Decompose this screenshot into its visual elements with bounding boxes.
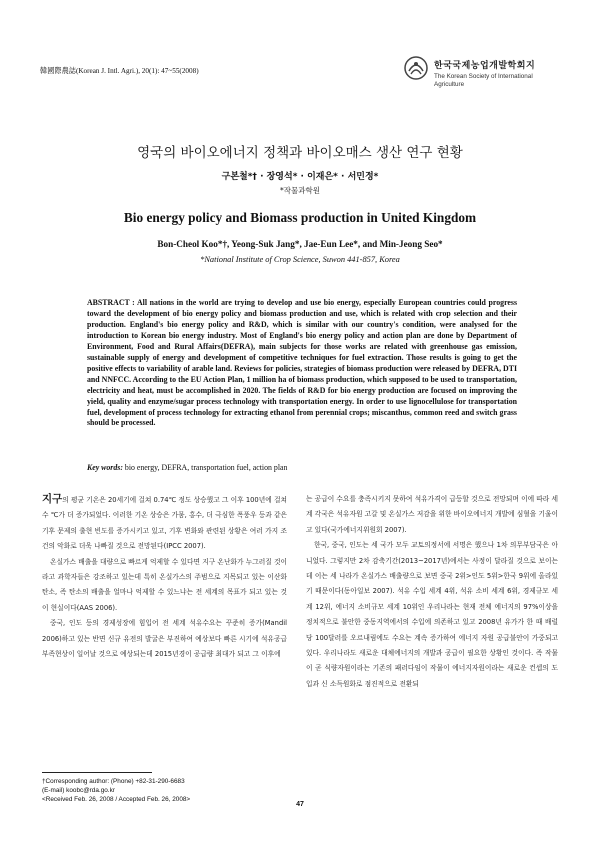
paragraph: 는 공급이 수요를 충족시키지 못하여 석유가격이 급등할 것으로 전망되며 이에 따라 세계 각국은 석유자원 고갈 및 온실가스 저감을 위한 바이오에너지 개발에 심혈을 기울이고 있다(국가에너지위원회 2007). xyxy=(306,495,558,534)
footnote-received: <Received Feb. 26, 2008 / Accepted Feb. 26, 2008> xyxy=(42,796,191,804)
footnote-divider xyxy=(42,772,152,773)
abstract xyxy=(87,298,517,429)
society-name-english-line2: Agriculture xyxy=(434,81,465,88)
society-emblem-icon xyxy=(404,56,428,80)
korean-authors: 구본철*† · 장영석* · 이재은* · 서민정* xyxy=(221,172,379,182)
society-name-korean: 한국국제농업개발학회지 xyxy=(434,61,536,71)
english-affiliation: *National Institute of Crop Science, Suwon 441-857, Korea xyxy=(200,255,400,264)
korean-title: 영국의 바이오에너지 정책과 바이오매스 생산 연구 현황 xyxy=(137,145,463,161)
paragraph: 지구의 평균 기온은 20세기에 걸쳐 0.74℃ 정도 상승했고 그 이후 100년에 걸쳐 수 ℃가 더 증가되었다. 이러한 기온 상승은 가뭄, 홍수, 더 극심한 폭풍우 등과 같은 기후 문제의 출현 빈도를 증가시키고 있고, 기후 변화와 관련된 상황은 여러 가지 조건의 악화로 더욱 나빠질 것으로 전망된다(IPCC 2007). xyxy=(42,493,287,551)
paragraph: 온실가스 배출을 대량으로 빠르게 억제할 수 있다면 지구 온난화가 누그러질 것이라고 과학자들은 강조하고 있는데 특히 온실가스의 주범으로 지목되고 있는 이산화탄소, 즉 탄소의 배출을 얼마나 억제할 수 있느냐는 전 세계의 목표가 되고 있는 것이 현실이다(AAS 2006). xyxy=(42,557,287,612)
english-title: Bio energy policy and Biomass production in United Kingdom xyxy=(123,210,477,225)
abstract-label: ABSTRACT : xyxy=(87,298,135,307)
paragraph: 한국, 중국, 인도는 세 국가 모두 교토의정서에 서명은 했으나 1차 의무부담국은 아니었다. 그렇지만 2차 감축기간(2013~2017년)에서는 사정이 달라질 것으로 보이는데 이는 세 나라가 온실가스 배출량으로 보면 중국 2위>인도 5위>한국 9위에 올라있기 때문이다(동아일보 2007). 석유 수입 세계 4위, 석유 소비 세계 6위, 경제규모 세계 12위, 에너지 소비규모 세계 10위인 우리나라는 현재 전체 에너지의 97%이상을 정치적으로 불안한 중동지역에서의 수입에 의존하고 있고 2008년 유가가 한 때 배럴 당 100달러를 오르내림에도 수요는 계속 증가하여 에너지 자원 공급불안이 가중되고 있다. 우리나라도 새로운 대체에너지의 개발과 공급이 필요한 상황인 것이다. 즉 작물이 곧 식량자원이라는 기존의 패러다임이 작물이 에너지자원이라는 새로운 컨셉의 도입과 신 소득원화로 점진적으로 전환되 xyxy=(306,541,558,688)
footnote-corresponding: †Corresponding author: (Phone) +82-31-290-6683 xyxy=(42,778,185,785)
society-name-english-line1: The Korean Society of International xyxy=(434,73,533,80)
body-column-right xyxy=(306,492,558,692)
page-number: 47 xyxy=(296,801,304,808)
english-authors: Bon-Cheol Koo*†, Yeong-Suk Jang*, Jae-Eun Lee*, and Min-Jeong Seo* xyxy=(157,239,443,249)
korean-affiliation: *작물과학원 xyxy=(280,186,320,195)
paragraph: 중국, 인도 등의 경제성장에 힘입어 전 세계 석유수요는 꾸준히 증가(Mandil 2006)하고 있는 반면 신규 유전의 발굴은 부진하여 예상보다 빠른 시기에 석유공급 부족현상이 일어날 것으로 예상되는데 2015년경이 공급량 최대가 되고 그 이후에 xyxy=(42,619,287,659)
keywords-label: Key words: xyxy=(87,463,123,472)
keywords xyxy=(87,463,517,472)
keywords-text: bio energy, DEFRA, transportation fuel, action plan xyxy=(122,463,288,472)
society-logo xyxy=(404,56,564,96)
journal-reference: 韓國際農誌(Korean J. Intl. Agri.), 20(1): 47~55(2008) xyxy=(40,67,199,75)
body-column-left xyxy=(42,492,287,662)
abstract-text: All nations in the world are trying to develop and use bio energy, especially European countries could progress toward the development of bio energy policy and biomass production and use, which is related with crop selection and their production. England's bio energy policy and R&D, which is similar with our country's condition, were analysed for the introduction to Korean bio energy industry. Most of England's bio energy policy and action plan are done by Department of Environment, Food and Rural Affairs(DEFRA), main subjects for those works are related with greenhouse gas emission, sustainable supply of energy and development of competitive techniques for fuel extraction. Those results is going to get the positive effects to variability of arable land. Reviews for policies, strategies of biomass production were released by DEFRA, DTI and NNFCC. According to the EU Action Plan, 1 million ha of biomass production, which supposed to be used to transportation, electricity and heat, must be accomplished in 2020. The fields of R&D for bio energy production are focused on improving the yield, quality and enzyme/sugar process technology with transportation energy. In order to use lignocellulose for transportation fuel, development of process technology for extracting ethanol from perennial crops; miscanthus, common reed and switch grass should be processed. xyxy=(87,298,517,428)
dropcap: 지구 xyxy=(42,493,63,505)
footnote-email: (E-mail) koobc@rda.go.kr xyxy=(42,787,115,795)
